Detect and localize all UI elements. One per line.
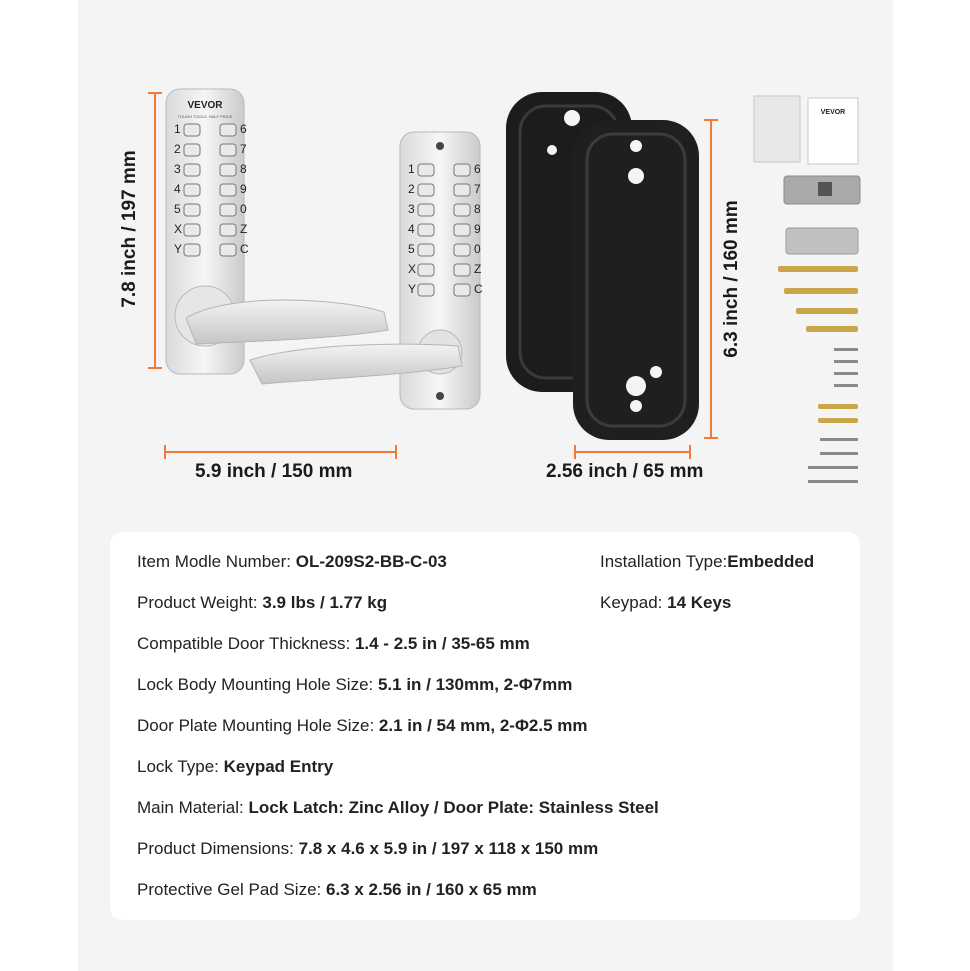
keypad-key-label: X [408, 262, 417, 276]
keypad-key-label: 8 [240, 162, 247, 176]
spec-lock-body-hole: Lock Body Mounting Hole Size: 5.1 in / 130mm, 2-Φ7mm [137, 675, 573, 694]
keypad-button [418, 184, 434, 196]
lock-width-label: 5.9 inch / 150 mm [195, 461, 353, 482]
latch-plate [786, 228, 858, 254]
keypad-key-label: 9 [474, 222, 481, 236]
keypad-button [220, 244, 236, 256]
keypad-button [418, 224, 434, 236]
keypad-button [418, 164, 434, 176]
keypad-button [220, 184, 236, 196]
pad-height-dimension-line [704, 120, 718, 438]
lock-width-dimension-line [165, 445, 396, 459]
keypad-button [418, 244, 434, 256]
manual-sheet [754, 96, 800, 162]
spec-product-weight: Product Weight: 3.9 lbs / 1.77 kg [137, 593, 388, 612]
keypad-key-label: 4 [408, 222, 415, 236]
pad-height-label: 6.3 inch / 160 mm [721, 200, 742, 358]
keypad-button [418, 204, 434, 216]
keypad-button [184, 144, 200, 156]
keypad-key-label: 0 [474, 242, 481, 256]
keypad-key-label: Y [174, 242, 183, 256]
keypad-button [454, 184, 470, 196]
keypad-button [184, 124, 200, 136]
keypad-key-label: 1 [174, 122, 181, 136]
keypad-button [220, 204, 236, 216]
keypad-button [184, 224, 200, 236]
keypad-key-label: 3 [408, 202, 415, 216]
back-lock-body [250, 132, 483, 409]
spec-product-dimensions: Product Dimensions: 7.8 x 4.6 x 5.9 in / 197 x 118 x 150 mm [137, 839, 599, 858]
keypad-key-label: 6 [240, 122, 247, 136]
keypad-button [220, 124, 236, 136]
lock-brand-text: VEVOR [187, 100, 223, 111]
keypad-key-label: 9 [240, 182, 247, 196]
keypad-key-label: C [474, 282, 483, 296]
keypad-key-label: 6 [474, 162, 481, 176]
gel-pad-front [573, 120, 699, 440]
keypad-button [454, 164, 470, 176]
keypad-key-label: 1 [408, 162, 415, 176]
keypad-key-label: 8 [474, 202, 481, 216]
keypad-key-label: 2 [174, 142, 181, 156]
wall-anchors [778, 266, 858, 423]
lock-tagline-text: TOUGH TOOLS, HALF PRICE [177, 114, 233, 119]
card-brand-text: VEVOR [820, 109, 846, 116]
spec-installation-type: Installation Type:Embedded [600, 552, 815, 571]
keypad-button [184, 164, 200, 176]
keypad-button [220, 144, 236, 156]
front-lock-body [166, 89, 388, 374]
keypad-key-label: X [174, 222, 183, 236]
front-lever-handle [186, 300, 388, 344]
pad-width-label: 2.56 inch / 65 mm [546, 461, 704, 482]
keypad-key-label: 7 [240, 142, 247, 156]
keypad-button [454, 204, 470, 216]
keypad-key-label: Y [408, 282, 417, 296]
spec-door-plate-hole: Door Plate Mounting Hole Size: 2.1 in / 54 mm, 2-Φ2.5 mm [137, 716, 588, 735]
spec-gel-pad-size: Protective Gel Pad Size: 6.3 x 2.56 in / 160 x 65 mm [137, 880, 537, 899]
keypad-button [220, 164, 236, 176]
keypad-key-label: 7 [474, 182, 481, 196]
keypad-key-label: C [240, 242, 249, 256]
spec-main-material: Main Material: Lock Latch: Zinc Alloy / Door Plate: Stainless Steel [137, 798, 659, 817]
lock-height-dimension-line [148, 93, 162, 368]
keypad-key-label: Z [240, 222, 248, 236]
keypad-button [454, 284, 470, 296]
pad-width-dimension-line [575, 445, 690, 459]
spec-model-number: Item Modle Number: OL-209S2-BB-C-03 [137, 552, 447, 571]
keypad-key-label: 5 [408, 242, 415, 256]
lock-height-label: 7.8 inch / 197 mm [119, 150, 140, 308]
spec-door-thickness: Compatible Door Thickness: 1.4 - 2.5 in / 35-65 mm [137, 634, 530, 653]
keypad-key-label: 4 [174, 182, 181, 196]
spec-keypad: Keypad: 14 Keys [600, 593, 732, 612]
keypad-button [418, 284, 434, 296]
spec-lock-type: Lock Type: Keypad Entry [137, 757, 334, 776]
keypad-key-label: Z [474, 262, 482, 276]
keypad-button [454, 224, 470, 236]
manual-card [808, 98, 858, 164]
keypad-button [454, 244, 470, 256]
keypad-button [454, 264, 470, 276]
accessories [754, 96, 860, 483]
keypad-key-label: 2 [408, 182, 415, 196]
keypad-button [220, 224, 236, 236]
keypad-button [184, 204, 200, 216]
keypad-button [184, 184, 200, 196]
keypad-button [418, 264, 434, 276]
keypad-key-label: 5 [174, 202, 181, 216]
specifications-card [110, 532, 860, 920]
screws [808, 348, 858, 483]
keypad-key-label: 3 [174, 162, 181, 176]
keypad-button [184, 244, 200, 256]
keypad-key-label: 0 [240, 202, 247, 216]
